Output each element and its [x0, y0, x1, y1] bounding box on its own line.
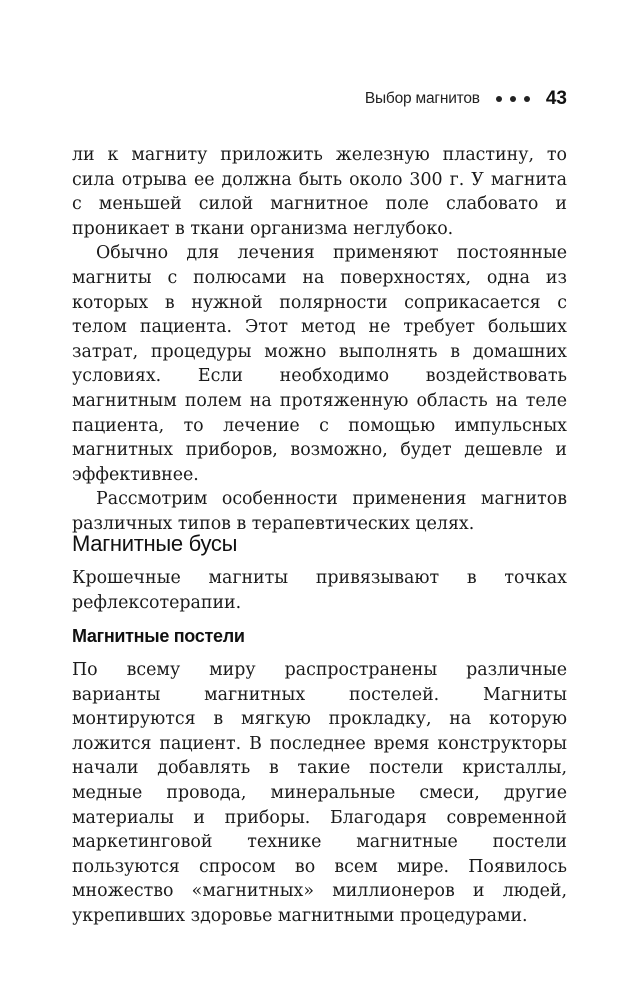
dot-icon [524, 96, 530, 102]
dot-icon [496, 96, 502, 102]
dot-icon [510, 96, 516, 102]
book-page [72, 0, 567, 1000]
beads-text [72, 566, 567, 615]
section-heading-beads: Магнитные бусы [72, 531, 238, 556]
running-header [365, 86, 567, 112]
paragraph: ли к магниту приложить железную пластину, то сила отрыва ее должна быть около 300 г. У магнита с меньшей силой магнитное поле слабовато и проникает в ткани организма неглубоко. [72, 145, 567, 239]
page-number: 43 [545, 88, 567, 109]
paragraph: По всему миру распространены различные варианты магнитных постелей. Магниты монтируются в мягкую прокладку, на которую ложится пациент. В последнее время конструкторы начали добавлять в такие постели кристаллы, медные провода, минеральные смеси, другие материалы и приборы. Благодаря современной маркетинговой технике магнитные постели пользуются спросом во всем мире. Появилось множество «магнитных» миллионеров и людей, укрепивших здоровье магнитными процедурами. [72, 660, 567, 926]
paragraph: Рассмотрим особенности применения магнитов различных типов в терапевтических целях. [72, 489, 567, 534]
header-dots-ornament [496, 96, 530, 102]
running-title: Выбор магнитов [364, 90, 480, 107]
beds-text [72, 658, 567, 929]
paragraph: Крошечные магниты привязывают в точках рефлексотерапии. [72, 568, 567, 613]
paragraph: Обычно для лечения применяют постоянные магниты с полюсами на поверхностях, одна из которых в нужной полярности соприкасается с телом пациента. Этот метод не требует больших затрат, процедуры можно выполнять в домашних условиях. Если необходимо воздействовать магнитным полем на протяженную область на теле пациента, то лечение с помощью импульсных магнитных приборов, возможно, будет дешевле и эффективнее. [72, 243, 567, 485]
intro-text [72, 143, 567, 537]
subsection-heading-beds: Магнитные постели [72, 626, 245, 646]
